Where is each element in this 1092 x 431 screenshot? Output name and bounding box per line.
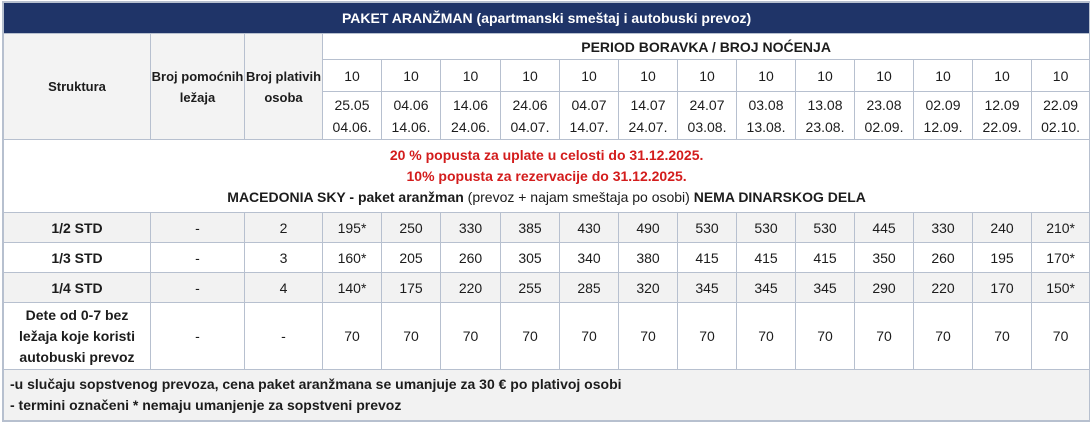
price-cell: 320 <box>619 273 678 303</box>
table-row <box>4 243 1090 273</box>
header-period: PERIOD BORAVKA / BROJ NOĆENJA <box>323 34 1090 60</box>
nights-cell: 10 <box>914 60 973 92</box>
nights-cell: 10 <box>560 60 619 92</box>
price-cell: 220 <box>441 273 501 303</box>
price-cell: 70 <box>501 303 560 370</box>
price-cell: 330 <box>441 213 501 243</box>
nights-cell: 10 <box>737 60 796 92</box>
price-cell: 70 <box>973 303 1032 370</box>
date-range-cell <box>855 92 914 140</box>
nights-cell: 10 <box>323 60 382 92</box>
row-aux: - <box>151 213 245 243</box>
row-aux: - <box>151 273 245 303</box>
price-cell: 415 <box>678 243 737 273</box>
row-structure: 1/2 STD <box>4 213 151 243</box>
nights-cell: 10 <box>973 60 1032 92</box>
price-cell: 260 <box>441 243 501 273</box>
date-range-cell <box>560 92 619 140</box>
table-title: PAKET ARANŽMAN (apartmanski smeštaj i autobuski prevoz) <box>4 3 1090 34</box>
header-paying: Broj plativih osoba <box>245 34 323 140</box>
price-cell: 70 <box>323 303 382 370</box>
price-cell: 530 <box>678 213 737 243</box>
date-to: 24.06. <box>451 118 490 135</box>
header-structure: Struktura <box>4 34 151 140</box>
price-cell: 70 <box>855 303 914 370</box>
date-to: 03.08. <box>687 118 727 135</box>
date-from: 14.06 <box>452 96 489 113</box>
header-aux-beds: Broj pomoćnih ležaja <box>151 34 245 140</box>
date-to: 14.07. <box>569 118 609 135</box>
price-table <box>3 2 1090 421</box>
price-cell: 530 <box>796 213 855 243</box>
date-from: 22.09 <box>1043 96 1079 113</box>
price-cell: 285 <box>560 273 619 303</box>
nights-cell: 10 <box>678 60 737 92</box>
date-from: 25.05 <box>334 96 370 113</box>
price-cell: 70 <box>914 303 973 370</box>
date-to: 02.09. <box>864 118 904 135</box>
row-aux: - <box>151 243 245 273</box>
price-cell: 70 <box>441 303 501 370</box>
price-cell: 415 <box>737 243 796 273</box>
price-cell: 345 <box>796 273 855 303</box>
price-cell: 70 <box>382 303 441 370</box>
price-cell: 445 <box>855 213 914 243</box>
row-aux: - <box>151 303 245 370</box>
row-structure: 1/3 STD <box>4 243 151 273</box>
price-cell: 70 <box>1032 303 1090 370</box>
price-cell: 290 <box>855 273 914 303</box>
date-to: 23.08. <box>805 118 845 135</box>
price-cell: 205 <box>382 243 441 273</box>
price-cell: 70 <box>737 303 796 370</box>
date-range-cell <box>501 92 560 140</box>
promo-block <box>4 140 1090 213</box>
row-paying: 3 <box>245 243 323 273</box>
date-range-cell <box>737 92 796 140</box>
price-cell: 530 <box>737 213 796 243</box>
price-cell: 70 <box>560 303 619 370</box>
price-table-container <box>2 1 1090 422</box>
price-cell: 70 <box>678 303 737 370</box>
date-to: 02.10. <box>1041 118 1081 135</box>
date-from: 23.08 <box>866 96 902 113</box>
price-cell: 430 <box>560 213 619 243</box>
nights-cell: 10 <box>855 60 914 92</box>
date-range-cell <box>678 92 737 140</box>
child-label-line: Dete od 0-7 bez <box>25 306 129 323</box>
footer-note-asterisk: - termini označeni * nemaju umanjenje za sopstveni prevoz <box>10 397 402 413</box>
price-cell: 70 <box>619 303 678 370</box>
package-details: (prevoz + najam smeštaja po osobi) <box>463 188 694 205</box>
table-row-child <box>4 303 1090 370</box>
date-to: 24.07. <box>628 118 668 135</box>
no-dinar-note: NEMA DINARSKOG DELA <box>693 188 866 205</box>
date-range-cell <box>973 92 1032 140</box>
nights-cell: 10 <box>619 60 678 92</box>
date-from: 04.06 <box>393 96 429 113</box>
price-cell: 140* <box>323 273 382 303</box>
date-to: 04.06. <box>332 118 372 135</box>
date-to: 14.06. <box>391 118 431 135</box>
price-cell: 490 <box>619 213 678 243</box>
price-cell: 385 <box>501 213 560 243</box>
nights-cell: 10 <box>1032 60 1090 92</box>
date-range-cell <box>441 92 501 140</box>
row-paying: - <box>245 303 323 370</box>
nights-cell: 10 <box>382 60 441 92</box>
date-range-cell <box>1032 92 1090 140</box>
promo-discount-full-payment: 20 % popusta za uplate u celosti do 31.12.2025. <box>389 146 704 163</box>
date-to: 22.09. <box>982 118 1022 135</box>
footer-notes <box>4 370 1090 421</box>
date-from: 24.07 <box>689 96 725 113</box>
price-cell: 175 <box>382 273 441 303</box>
row-paying: 4 <box>245 273 323 303</box>
price-cell: 160* <box>323 243 382 273</box>
date-range-cell <box>914 92 973 140</box>
price-cell: 305 <box>501 243 560 273</box>
date-range-cell <box>796 92 855 140</box>
nights-cell: 10 <box>501 60 560 92</box>
price-cell: 170 <box>973 273 1032 303</box>
package-name: MACEDONIA SKY - paket aranžman <box>227 188 464 205</box>
table-row <box>4 213 1090 243</box>
date-to: 04.07. <box>510 118 550 135</box>
date-from: 03.08 <box>748 96 784 113</box>
nights-cell: 10 <box>441 60 501 92</box>
price-cell: 255 <box>501 273 560 303</box>
date-from: 12.09 <box>984 96 1020 113</box>
price-cell: 195* <box>323 213 382 243</box>
promo-package-description <box>4 187 1089 208</box>
price-cell: 330 <box>914 213 973 243</box>
price-cell: 380 <box>619 243 678 273</box>
price-cell: 170* <box>1032 243 1090 273</box>
price-cell: 345 <box>678 273 737 303</box>
date-from: 14.07 <box>630 96 666 113</box>
promo-discount-reservation: 10% popusta za rezervacije do 31.12.2025. <box>406 167 687 184</box>
row-structure: 1/4 STD <box>4 273 151 303</box>
child-label-line: autobuski prevoz <box>19 348 135 365</box>
row-structure-child <box>4 303 151 370</box>
date-from: 02.09 <box>925 96 961 113</box>
price-cell: 340 <box>560 243 619 273</box>
table-row <box>4 273 1090 303</box>
date-range-cell <box>619 92 678 140</box>
date-from: 04.07 <box>571 96 607 113</box>
date-to: 13.08. <box>746 118 786 135</box>
price-cell: 210* <box>1032 213 1090 243</box>
price-cell: 150* <box>1032 273 1090 303</box>
price-cell: 220 <box>914 273 973 303</box>
price-cell: 195 <box>973 243 1032 273</box>
date-range-cell <box>382 92 441 140</box>
child-label-line: ležaja koje koristi <box>19 327 135 344</box>
date-from: 13.08 <box>807 96 843 113</box>
nights-cell: 10 <box>796 60 855 92</box>
row-paying: 2 <box>245 213 323 243</box>
date-to: 12.09. <box>923 118 963 135</box>
price-cell: 240 <box>973 213 1032 243</box>
price-cell: 350 <box>855 243 914 273</box>
price-cell: 250 <box>382 213 441 243</box>
price-cell: 70 <box>796 303 855 370</box>
price-cell: 345 <box>737 273 796 303</box>
date-range-cell <box>323 92 382 140</box>
date-from: 24.06 <box>512 96 548 113</box>
price-cell: 415 <box>796 243 855 273</box>
footer-note-own-transport: -u slučaju sopstvenog prevoza, cena paket aranžmana se umanjuje za 30 € po plativoj osobi <box>10 376 622 392</box>
price-cell: 260 <box>914 243 973 273</box>
